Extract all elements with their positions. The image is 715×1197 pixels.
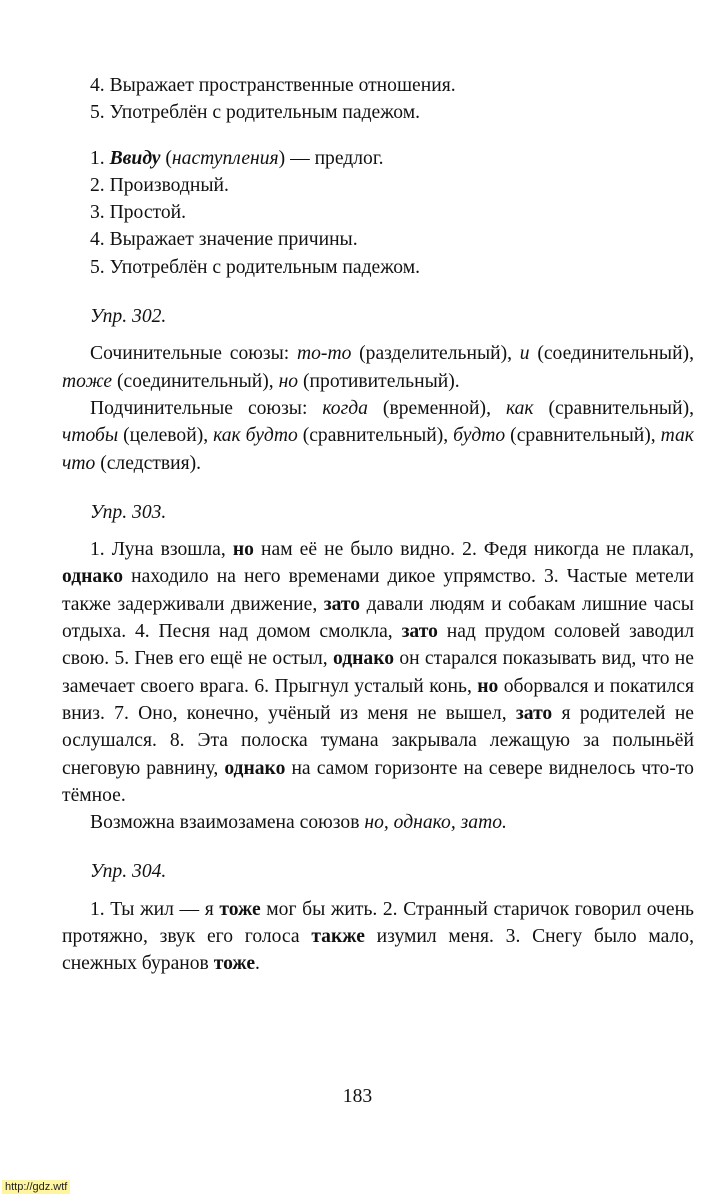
list-item — [62, 172, 694, 199]
spacer — [62, 127, 694, 145]
text-run: (разделительный), — [351, 343, 520, 365]
paragraph — [62, 395, 694, 477]
text-run: изумил меня. 3. Снегу было мало, снежных буранов — [62, 926, 694, 975]
bold-text: также — [311, 926, 365, 948]
bold-text: однако — [333, 648, 395, 670]
text-run: (соединительный), — [529, 343, 694, 365]
text-run: (сравнительный), — [297, 425, 454, 447]
text-run: 2. Производный. — [90, 174, 229, 196]
italic-text: но — [278, 370, 299, 392]
bold-text: зато — [401, 621, 438, 643]
italic-text: то-то — [296, 343, 352, 365]
bold-text: тоже — [213, 953, 256, 975]
bold-text: зато — [515, 702, 553, 724]
text-run: он старался показывать вид, что не замечает своего врага. 6. Прыгнул усталый конь, — [62, 648, 694, 697]
paragraph — [62, 340, 694, 395]
text-run: 5. Употреблён с родительным падежом. — [90, 256, 421, 278]
text-run: ( — [160, 147, 172, 169]
text-run: (временной), — [367, 397, 506, 419]
text-run: (соединительный), — [112, 370, 279, 392]
bold-text: однако — [62, 566, 124, 588]
text-run: Упр. 304. — [90, 861, 167, 883]
bold-text: зато — [323, 593, 361, 615]
bold-text: тоже — [219, 898, 261, 920]
text-run: (целевой), — [118, 425, 214, 447]
text-run: Возможна взаимозамена союзов — [90, 812, 365, 834]
text-run: 3. Простой. — [90, 202, 187, 224]
text-run: 4. Выражает значение причины. — [90, 229, 358, 251]
bold-text: однако — [224, 757, 286, 779]
text-run: давали людям и собакам лишние часы отдыха. 4. Песня над домом смолкла, — [62, 593, 694, 643]
list-item — [62, 72, 694, 99]
exercise-heading — [62, 499, 694, 526]
italic-text: тоже — [62, 370, 113, 392]
bold-text: но — [232, 539, 254, 561]
text-run: находило на него временами дикое упрямство. 3. Частые метели также задерживали движение, — [62, 566, 694, 615]
text-run: мог бы жить. 2. Странный старичок говорил очень протяжно, звук его голоса — [62, 898, 694, 948]
text-run: 5. Употреблён с родительным падежом. — [90, 102, 421, 124]
italic-text: наступления — [171, 147, 279, 169]
text-run: (сравнительный), — [505, 425, 661, 447]
text-run: я родителей не ослушался. 8. Эта полоска тумана закрывала лежащую за полыньёй снеговую равнину, — [62, 702, 694, 779]
italic-text: так что — [62, 425, 694, 474]
italic-text: и — [519, 343, 530, 365]
text-run: Упр. 302. — [90, 306, 167, 328]
exercise-heading — [62, 858, 694, 885]
text-run: 4. Выражает пространственные отношения. — [90, 75, 456, 96]
italic-text: но, однако, зато. — [364, 812, 507, 834]
italic-text: как будто — [213, 425, 298, 447]
exercise-heading — [62, 303, 694, 330]
italic-text: чтобы — [62, 425, 119, 447]
list-item — [62, 99, 694, 126]
text-run: Подчинительные союзы: — [90, 397, 323, 419]
italic-text: будто — [453, 425, 506, 447]
text-run: Упр. 303. — [90, 501, 167, 523]
paragraph — [62, 536, 694, 809]
text-run: оборвался и покатился вниз. 7. Оно, конечно, учёный из меня не вышел, — [62, 675, 694, 724]
bold-text: но — [477, 675, 499, 697]
text-run: нам её не было видно. 2. Федя никогда не плакал, — [253, 539, 694, 561]
bold-text: Ввиду — [109, 147, 161, 169]
page-number: 183 — [342, 1086, 373, 1107]
list-item — [62, 254, 694, 281]
text-run: Сочинительные союзы: — [90, 343, 297, 365]
text-run: 1. Ты жил — я — [90, 898, 220, 920]
text-run: ) — предлог. — [278, 147, 384, 169]
text-run: . — [255, 953, 260, 975]
page-text — [62, 72, 694, 978]
watermark-link[interactable]: http://gdz.wtf — [2, 1180, 70, 1194]
text-run: на самом горизонте на севере виднелось что-то тёмное. — [62, 757, 694, 806]
list-item — [62, 199, 694, 226]
text-run: (следствия). — [95, 452, 202, 474]
list-item — [62, 145, 694, 172]
list-item — [62, 226, 694, 253]
paragraph — [62, 896, 694, 978]
text-run: 1. Луна взошла, — [90, 539, 233, 561]
italic-text: как — [505, 397, 534, 419]
text-run: над прудом соловей заводил свою. 5. Гнев его ещё не остыл, — [62, 621, 694, 670]
text-run: (противительный). — [298, 370, 460, 392]
paragraph — [62, 809, 694, 836]
text-run: (сравнительный), — [533, 397, 695, 419]
text-run: 1. — [90, 147, 110, 169]
italic-text: когда — [322, 397, 368, 419]
